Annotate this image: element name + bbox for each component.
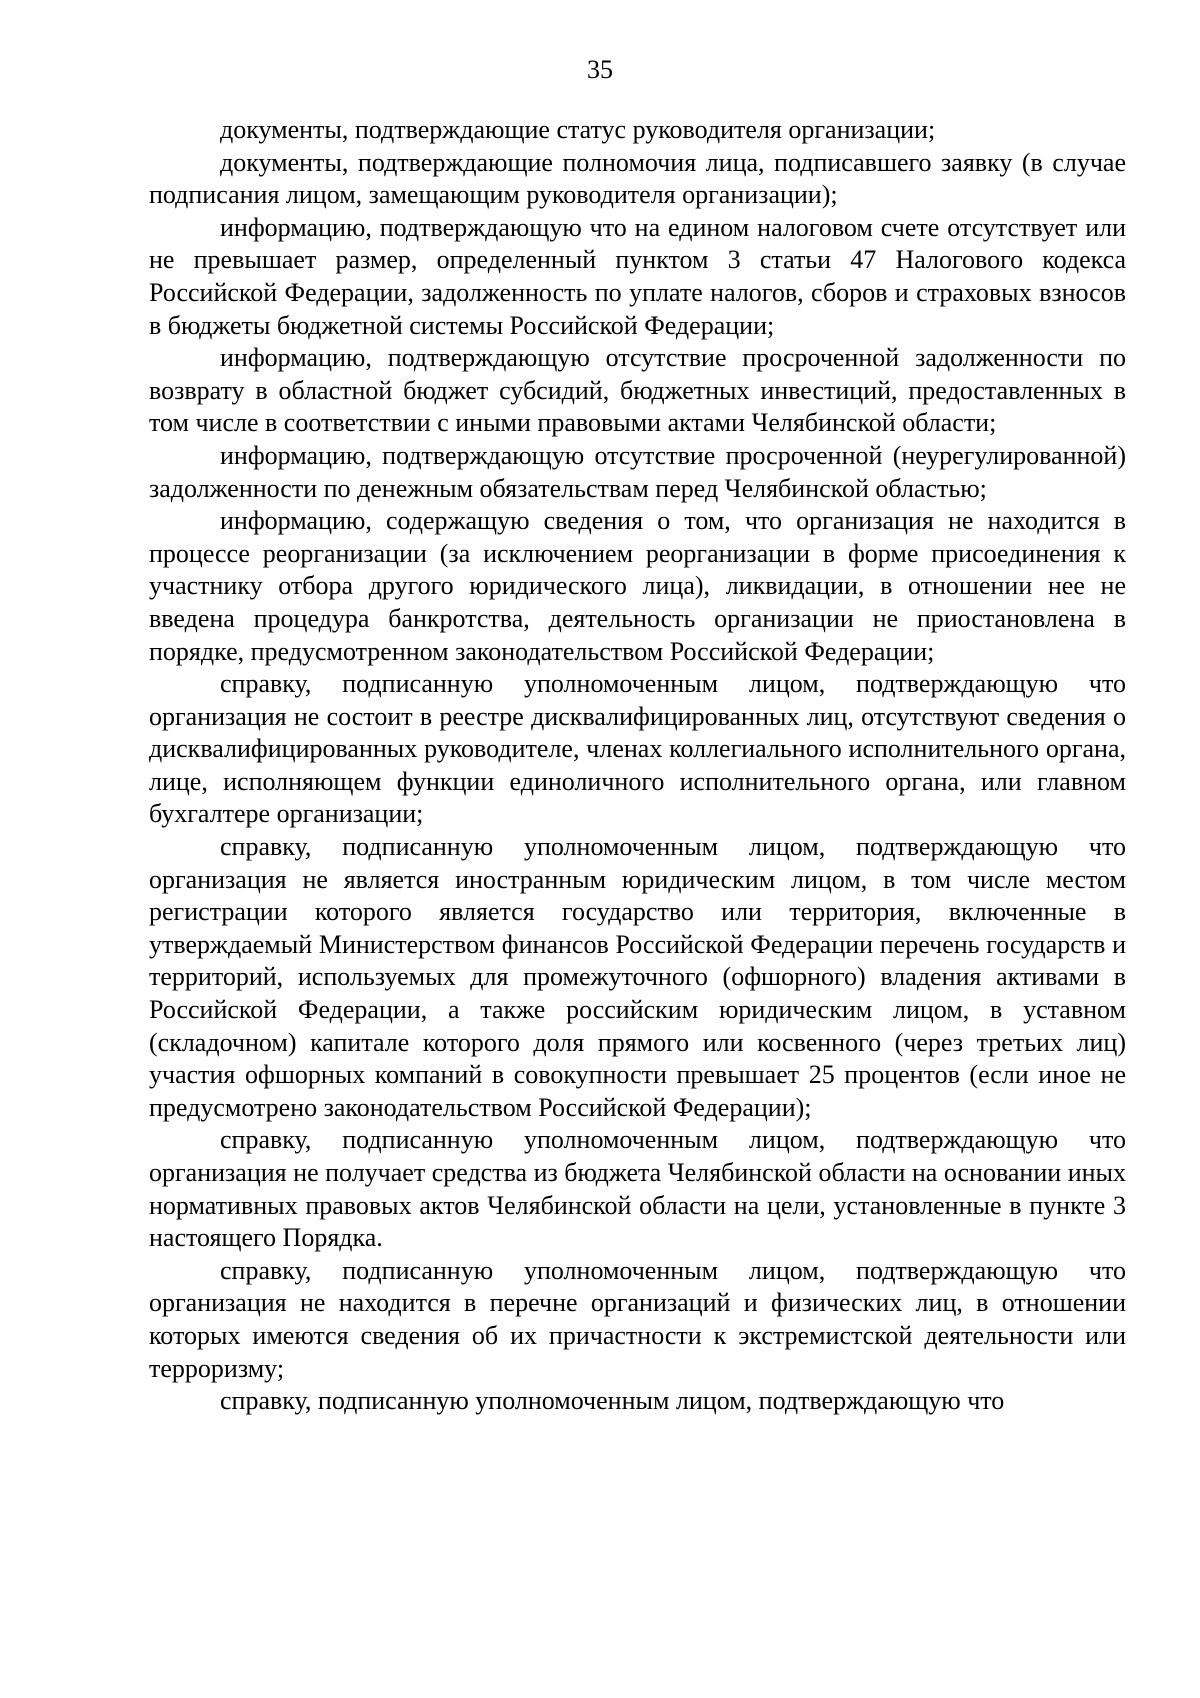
paragraph-reorganization-liquidation-info: информацию, содержащую сведения о том, что организация не находится в процессе реорганизации (за исключением реорганизации в форме присоединения к участнику отбора другого юридического лица), ликвидации, в отношении нее не введена процедура банкротства, деятельность организации не приостановлена в порядке, предусмотренном законодательством Российской Федерации; [149, 506, 1126, 666]
document-body [149, 114, 1126, 1418]
page-number: 35 [587, 55, 613, 84]
paragraph-unsettled-obligations-info: информацию, подтверждающую отсутствие просроченной (неурегулированной) задолженности по денежным обязательствам перед Челябинской областью; [149, 440, 1126, 503]
paragraph-extremism-terrorism-list-certificate: справку, подписанную уполномоченным лицом, подтверждающую что организация не находится в перечне организаций и физических лиц, в отношении которых имеются сведения об их причастности к экстремистской деятельности или терроризму; [149, 1255, 1126, 1383]
paragraph-overdue-subsidy-debt-info: информацию, подтверждающую отсутствие просроченной задолженности по возврату в областной бюджет субсидий, бюджетных инвестиций, предоставленных в том числе в соответствии с иными правовыми актами Челябинской области; [149, 343, 1126, 438]
paragraph-signatory-authority-documents: документы, подтверждающие полномочия лица, подписавшего заявку (в случае подписания лицом, замещающим руководителя организации); [149, 147, 1126, 210]
paragraph-tax-account-info: информацию, подтверждающую что на едином налоговом счете отсутствует или не превышает размер, определенный пунктом 3 статьи 47 Налогового кодекса Российской Федерации, задолженность по уплате налогов, сборов и страховых взносов в бюджеты бюджетной системы Российской Федерации; [149, 212, 1126, 340]
paragraph-foreign-entity-offshore-certificate: справку, подписанную уполномоченным лицом, подтверждающую что организация не является иностранным юридическим лицом, в том числе местом регистрации которого является государство или территория, включенные в утверждаемый Министерством финансов Российской Федерации перечень государств и территорий, используемых для промежуточного (офшорного) владения активами в Российской Федерации, а также российским юридическим лицом, в уставном (складочном) капитале которого доля прямого или косвенного (через третьих лиц) участия офшорных компаний в совокупности превышает 25 процентов (если иное не предусмотрено законодательством Российской Федерации); [149, 832, 1126, 1122]
paragraph-disqualified-persons-certificate: справку, подписанную уполномоченным лицом, подтверждающую что организация не состоит в реестре дисквалифицированных лиц, отсутствуют сведения о дисквалифицированных руководителе, членах коллегиального исполнительного органа, лице, исполняющем функции единоличного исполнительного органа, или главном бухгалтере организации; [149, 669, 1126, 829]
paragraph-continuation-certificate: справку, подписанную уполномоченным лицом, подтверждающую что [220, 1386, 1005, 1416]
paragraph-leader-status-documents: документы, подтверждающие статус руководителя организации; [220, 115, 936, 144]
paragraph-regional-budget-funds-certificate: справку, подписанную уполномоченным лицом, подтверждающую что организация не получает средства из бюджета Челябинской области на основании иных нормативных правовых актов Челябинской области на цели, установленные в пункте 3 настоящего Порядка. [149, 1125, 1126, 1253]
